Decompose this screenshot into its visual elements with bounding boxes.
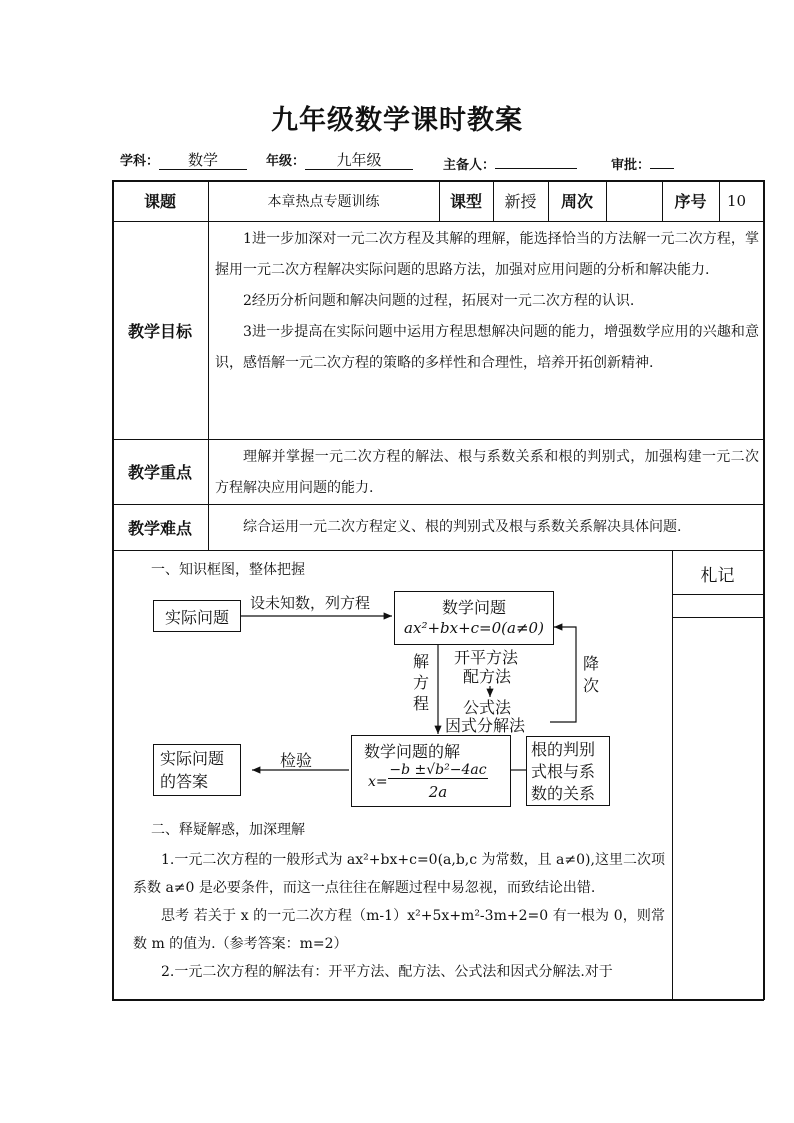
method-factoring: 因式分解法 xyxy=(445,716,526,735)
goal-item: 2经历分析问题和解决问题的过程，拓展对一元二次方程的认识. xyxy=(243,293,635,309)
math-problem-box xyxy=(394,591,554,645)
method-complete-square: 配方法 xyxy=(463,667,512,686)
real-problem-text: 实际问题 xyxy=(164,607,229,627)
subject-label: 学科： xyxy=(120,154,160,169)
week-label: 周次 xyxy=(560,192,593,211)
reviewer-label: 审批： xyxy=(611,158,651,173)
method-formula: 公式法 xyxy=(463,698,512,717)
discriminant-line1: 根的判别 xyxy=(531,740,596,759)
reduce-label: 降次 xyxy=(582,654,599,695)
math-solution-text: 数学问题的解 xyxy=(364,742,461,761)
type-label: 课型 xyxy=(449,192,482,211)
preparer-label: 主备人： xyxy=(443,158,496,173)
section2-body xyxy=(133,846,665,986)
math-problem-text: 数学问题 xyxy=(441,598,506,617)
subject-value: 数学 xyxy=(159,151,247,170)
goal-item: 3进一步提高在实际问题中运用方程思想解决问题的能力，增强数学应用的兴趣和意识，感悟解一元二次方程的策略的多样性和合理性，培养开拓创新精神. xyxy=(215,324,759,371)
equation-text: ax²+bx+c=0(a≠0) xyxy=(404,619,544,637)
solve-label: 解方程 xyxy=(412,652,429,713)
discriminant-box xyxy=(526,736,610,806)
grade-value: 九年级 xyxy=(305,151,413,170)
topic-label: 课题 xyxy=(143,192,176,211)
section2-paragraph-2: 思考 若关于 x 的一元二次方程（m-1）x²+5x+m²-3m+2=0 有一根为 0，则常数 m 的值为.（参考答案：m=2） xyxy=(133,908,665,952)
formula-x: x= xyxy=(368,774,388,790)
notes-label: 札记 xyxy=(700,566,735,586)
section2-title: 二、释疑解惑，加深理解 xyxy=(151,822,305,838)
goal-item: 1进一步加深对一元二次方程及其解的理解，能选择恰当的方法解一元二次方程，掌握用一元二次方程解决实际问题的思路方法，加强对应用问题的分析和解决能力. xyxy=(215,231,759,278)
quadratic-formula xyxy=(352,762,510,806)
grade-label: 年级： xyxy=(266,154,306,169)
type-value: 新授 xyxy=(504,192,537,211)
discriminant-line2: 式根与系 xyxy=(531,762,596,781)
math-solution-box xyxy=(351,735,511,807)
real-problem-box xyxy=(153,600,241,632)
formula-numerator: −b ±√b²−4ac xyxy=(389,762,487,778)
arrow-top-label: 设未知数，列方程 xyxy=(250,594,371,612)
discriminant-line3: 数的关系 xyxy=(531,784,596,803)
key-points-label: 教学重点 xyxy=(127,463,192,482)
section1-title: 一、知识框图，整体把握 xyxy=(151,562,305,578)
page-title: 九年级数学课时教案 xyxy=(271,105,523,136)
check-label: 检验 xyxy=(280,751,313,770)
section2-paragraph-1: 1.一元二次方程的一般形式为 ax²+bx+c=0(a,b,c 为常数，且 a≠0),这里二次项系数 a≠0 是必要条件，而这一点往往在解题过程中易忽视，而致结论出错. xyxy=(133,852,665,896)
real-answer-box xyxy=(153,744,241,796)
number-label: 序号 xyxy=(674,192,707,211)
difficulties-paragraph: 综合运用一元二次方程定义、根的判别式及根与系数关系解决具体问题. xyxy=(243,519,682,535)
real-answer-line1: 实际问题 xyxy=(160,749,225,768)
section2-paragraph-3: 2.一元二次方程的解法有：开平方法、配方法、公式法和因式分解法.对于 xyxy=(161,964,613,980)
topic-value: 本章热点专题训练 xyxy=(267,193,380,210)
formula-denominator: 2a xyxy=(428,783,448,801)
real-answer-line2: 的答案 xyxy=(160,772,209,791)
number-value: 10 xyxy=(727,191,747,210)
difficulties-label: 教学难点 xyxy=(127,518,192,538)
method-open-square: 开平方法 xyxy=(454,648,519,667)
goals-label: 教学目标 xyxy=(127,321,192,341)
key-points-paragraph: 理解并掌握一元二次方程的解法、根与系数关系和根的判别式，加强构建一元二次方程解决应用问题的能力. xyxy=(215,449,759,496)
